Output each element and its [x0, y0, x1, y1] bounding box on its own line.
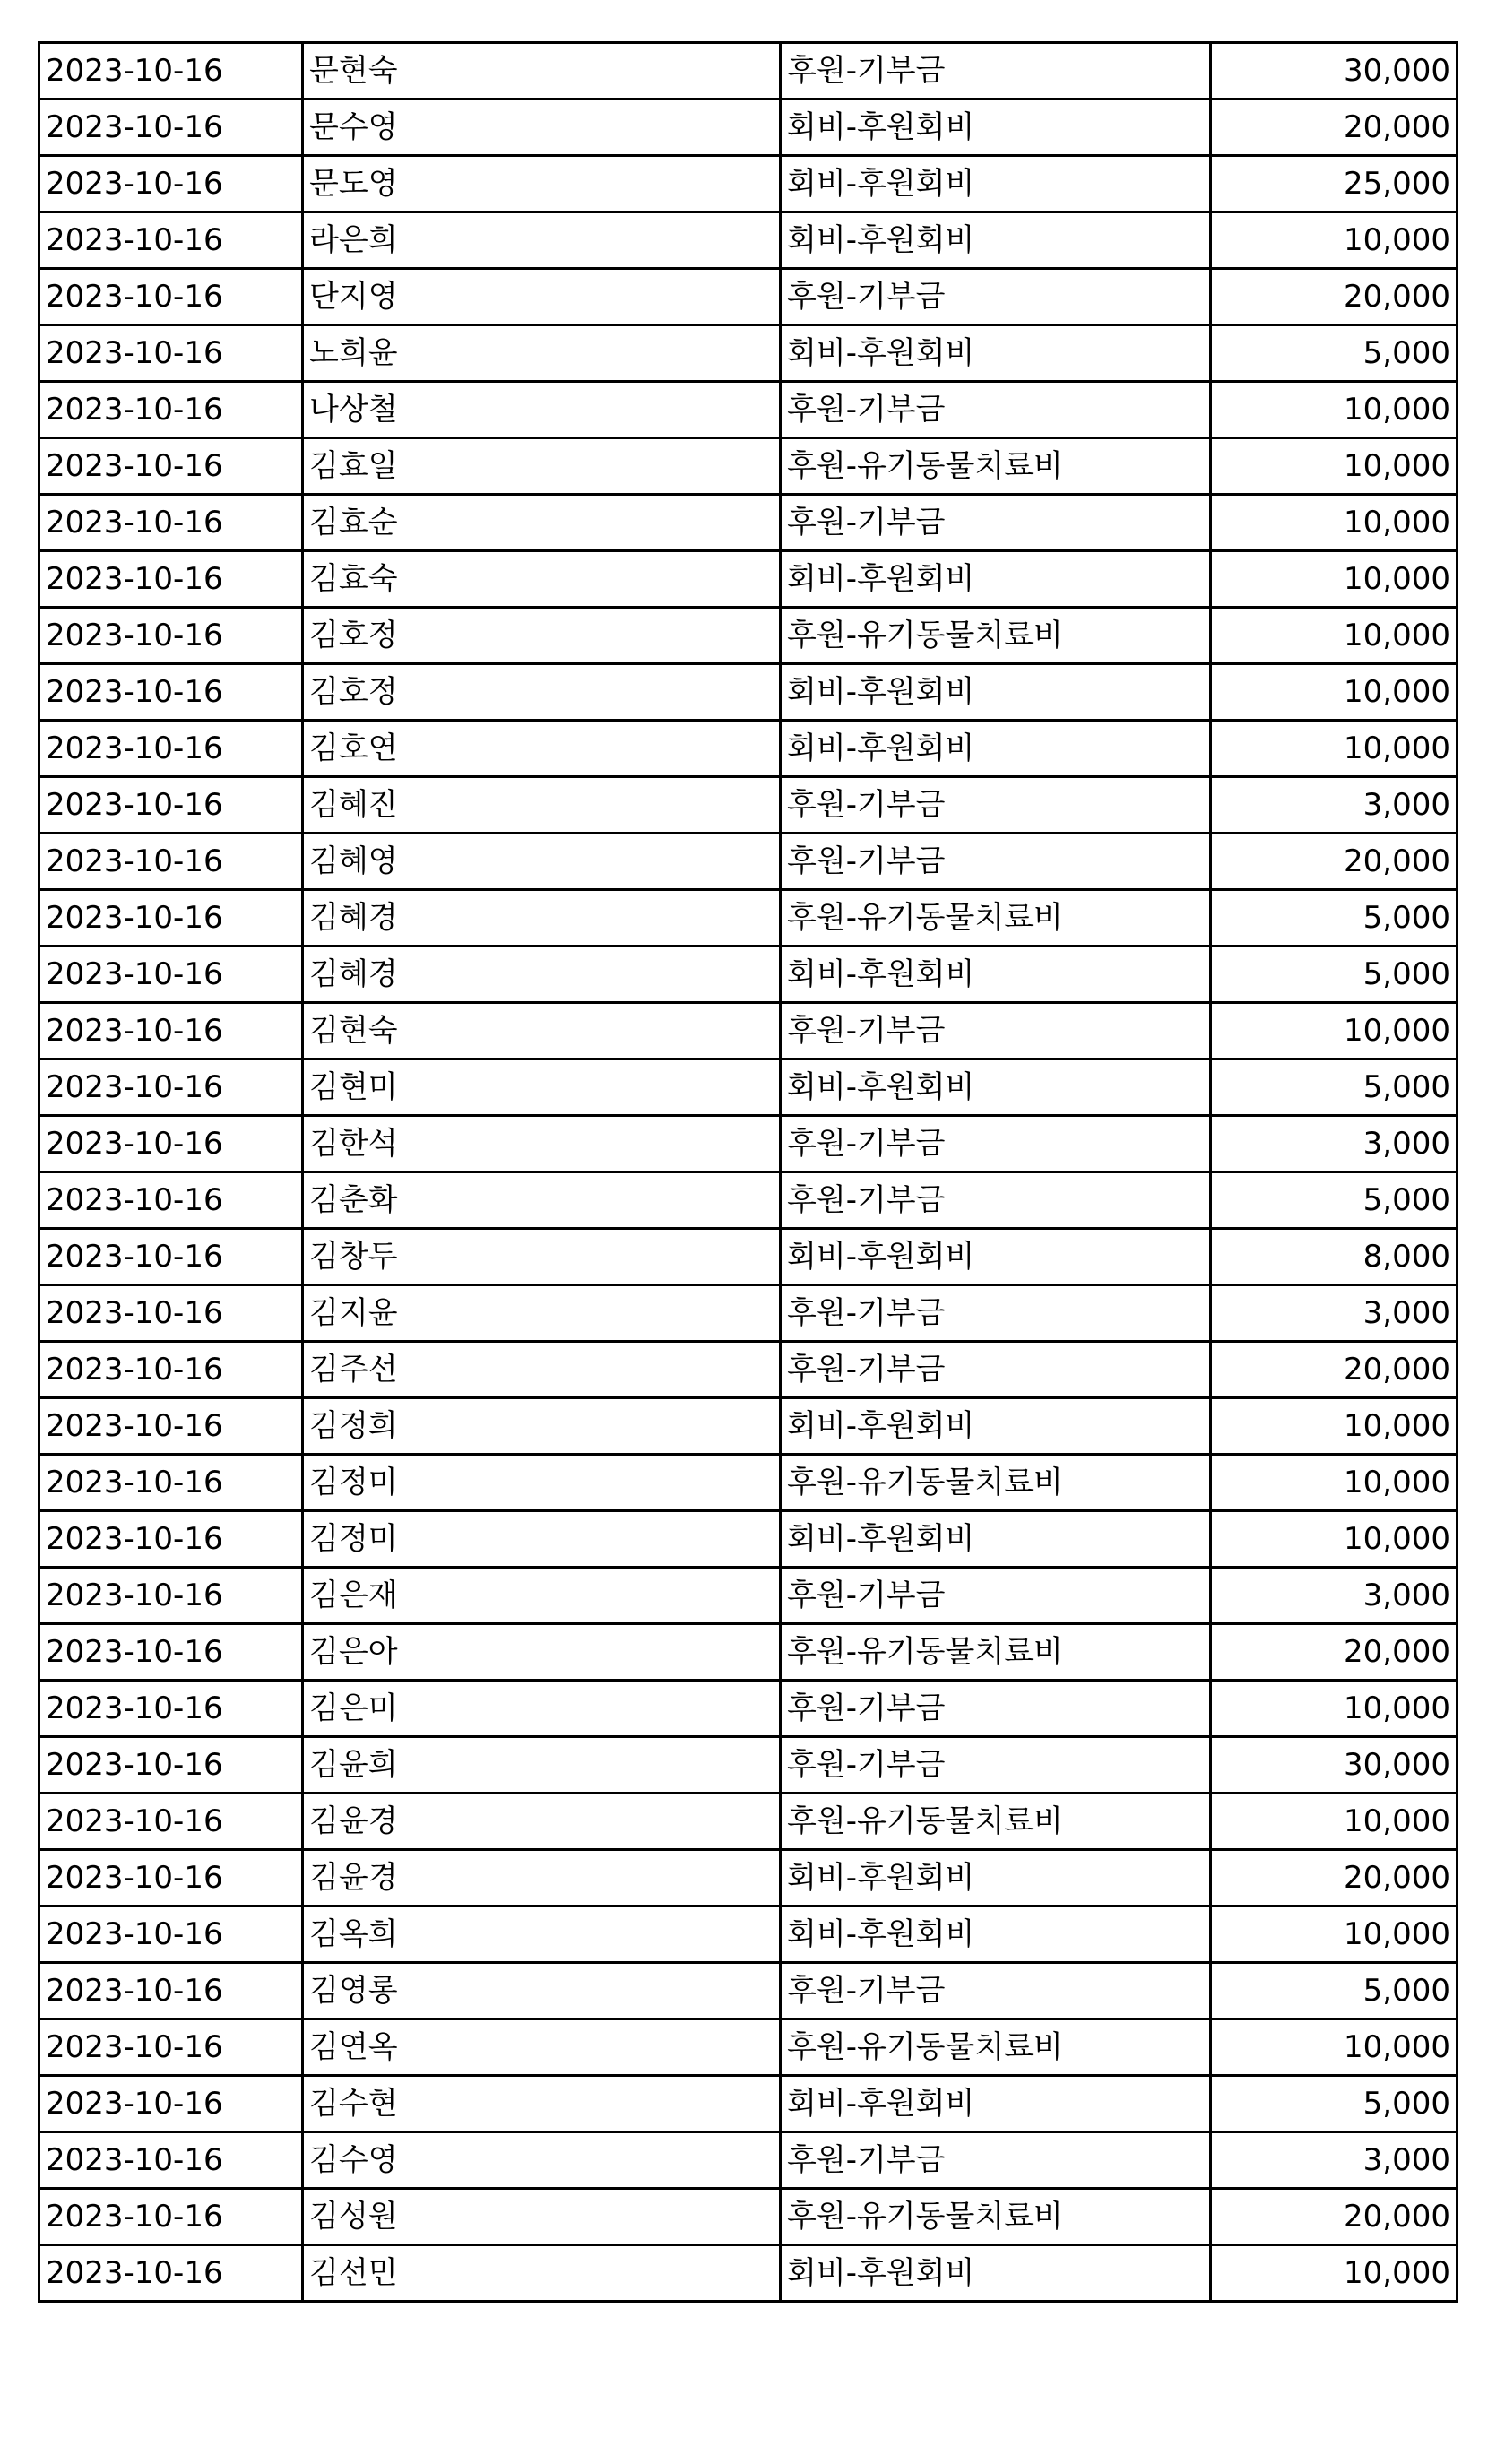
date-cell: 2023-10-16 — [39, 1229, 303, 1285]
name-cell: 김선민 — [303, 2245, 781, 2302]
date-cell: 2023-10-16 — [39, 1398, 303, 1455]
date-cell: 2023-10-16 — [39, 1116, 303, 1172]
date-cell: 2023-10-16 — [39, 1906, 303, 1963]
category-cell: 후원-기부금 — [781, 1737, 1211, 1794]
amount-cell: 10,000 — [1211, 1455, 1457, 1511]
date-cell: 2023-10-16 — [39, 1003, 303, 1059]
amount-cell: 10,000 — [1211, 2245, 1457, 2302]
date-cell: 2023-10-16 — [39, 156, 303, 212]
table-row — [39, 1794, 1457, 1850]
category-cell: 회비-후원회비 — [781, 1850, 1211, 1906]
name-cell: 김호연 — [303, 721, 781, 777]
table-row — [39, 777, 1457, 834]
date-cell: 2023-10-16 — [39, 2019, 303, 2076]
category-cell: 후원-유기동물치료비 — [781, 890, 1211, 947]
table-row — [39, 1681, 1457, 1737]
table-row — [39, 2076, 1457, 2132]
amount-cell: 10,000 — [1211, 212, 1457, 269]
name-cell: 문현숙 — [303, 43, 781, 99]
name-cell: 문도영 — [303, 156, 781, 212]
name-cell: 김호정 — [303, 608, 781, 664]
name-cell: 단지영 — [303, 269, 781, 325]
name-cell: 김윤희 — [303, 1737, 781, 1794]
date-cell: 2023-10-16 — [39, 551, 303, 608]
amount-cell: 20,000 — [1211, 834, 1457, 890]
amount-cell: 10,000 — [1211, 1681, 1457, 1737]
table-row — [39, 1342, 1457, 1398]
table-row — [39, 1963, 1457, 2019]
category-cell: 후원-유기동물치료비 — [781, 608, 1211, 664]
name-cell: 김효순 — [303, 495, 781, 551]
table-row — [39, 2245, 1457, 2302]
name-cell: 김정미 — [303, 1511, 781, 1568]
category-cell: 후원-기부금 — [781, 382, 1211, 438]
amount-cell: 5,000 — [1211, 1963, 1457, 2019]
name-cell: 김수현 — [303, 2076, 781, 2132]
donation-ledger-table — [38, 41, 1458, 2303]
category-cell: 후원-기부금 — [781, 1568, 1211, 1624]
table-row — [39, 2132, 1457, 2189]
name-cell: 김정미 — [303, 1455, 781, 1511]
table-row — [39, 269, 1457, 325]
amount-cell: 3,000 — [1211, 1116, 1457, 1172]
amount-cell: 20,000 — [1211, 99, 1457, 156]
category-cell: 후원-유기동물치료비 — [781, 2019, 1211, 2076]
date-cell: 2023-10-16 — [39, 834, 303, 890]
date-cell: 2023-10-16 — [39, 777, 303, 834]
table-row — [39, 1116, 1457, 1172]
category-cell: 회비-후원회비 — [781, 1511, 1211, 1568]
table-row — [39, 1906, 1457, 1963]
date-cell: 2023-10-16 — [39, 495, 303, 551]
date-cell: 2023-10-16 — [39, 99, 303, 156]
amount-cell: 20,000 — [1211, 1850, 1457, 1906]
category-cell: 후원-유기동물치료비 — [781, 1794, 1211, 1850]
table-row — [39, 1229, 1457, 1285]
name-cell: 나상철 — [303, 382, 781, 438]
table-row — [39, 212, 1457, 269]
category-cell: 후원-유기동물치료비 — [781, 1624, 1211, 1681]
name-cell: 김은재 — [303, 1568, 781, 1624]
amount-cell: 30,000 — [1211, 1737, 1457, 1794]
amount-cell: 10,000 — [1211, 1398, 1457, 1455]
table-row — [39, 1850, 1457, 1906]
table-row — [39, 1455, 1457, 1511]
date-cell: 2023-10-16 — [39, 1737, 303, 1794]
amount-cell: 3,000 — [1211, 777, 1457, 834]
amount-cell: 25,000 — [1211, 156, 1457, 212]
date-cell: 2023-10-16 — [39, 1624, 303, 1681]
table-row — [39, 382, 1457, 438]
date-cell: 2023-10-16 — [39, 212, 303, 269]
category-cell: 회비-후원회비 — [781, 2076, 1211, 2132]
amount-cell: 10,000 — [1211, 2019, 1457, 2076]
table-row — [39, 2189, 1457, 2245]
name-cell: 김은미 — [303, 1681, 781, 1737]
date-cell: 2023-10-16 — [39, 43, 303, 99]
category-cell: 회비-후원회비 — [781, 99, 1211, 156]
category-cell: 회비-후원회비 — [781, 1906, 1211, 1963]
category-cell: 후원-기부금 — [781, 1003, 1211, 1059]
amount-cell: 10,000 — [1211, 1794, 1457, 1850]
table-row — [39, 1003, 1457, 1059]
amount-cell: 10,000 — [1211, 551, 1457, 608]
date-cell: 2023-10-16 — [39, 1285, 303, 1342]
amount-cell: 10,000 — [1211, 1003, 1457, 1059]
date-cell: 2023-10-16 — [39, 947, 303, 1003]
table-row — [39, 890, 1457, 947]
table-row — [39, 1568, 1457, 1624]
date-cell: 2023-10-16 — [39, 1511, 303, 1568]
name-cell: 김정희 — [303, 1398, 781, 1455]
amount-cell: 10,000 — [1211, 495, 1457, 551]
category-cell: 후원-유기동물치료비 — [781, 2189, 1211, 2245]
name-cell: 김호정 — [303, 664, 781, 721]
category-cell: 후원-기부금 — [781, 495, 1211, 551]
amount-cell: 20,000 — [1211, 269, 1457, 325]
date-cell: 2023-10-16 — [39, 1681, 303, 1737]
name-cell: 노희윤 — [303, 325, 781, 382]
table-row — [39, 2019, 1457, 2076]
category-cell: 후원-유기동물치료비 — [781, 438, 1211, 495]
name-cell: 김영롱 — [303, 1963, 781, 2019]
date-cell: 2023-10-16 — [39, 1172, 303, 1229]
table-row — [39, 1285, 1457, 1342]
name-cell: 김효일 — [303, 438, 781, 495]
amount-cell: 20,000 — [1211, 1624, 1457, 1681]
amount-cell: 20,000 — [1211, 2189, 1457, 2245]
amount-cell: 10,000 — [1211, 608, 1457, 664]
category-cell: 후원-기부금 — [781, 1285, 1211, 1342]
amount-cell: 8,000 — [1211, 1229, 1457, 1285]
date-cell: 2023-10-16 — [39, 325, 303, 382]
amount-cell: 5,000 — [1211, 325, 1457, 382]
category-cell: 후원-기부금 — [781, 1342, 1211, 1398]
table-row — [39, 495, 1457, 551]
name-cell: 라은희 — [303, 212, 781, 269]
amount-cell: 5,000 — [1211, 2076, 1457, 2132]
category-cell: 회비-후원회비 — [781, 212, 1211, 269]
category-cell: 회비-후원회비 — [781, 2245, 1211, 2302]
category-cell: 회비-후원회비 — [781, 325, 1211, 382]
table-row — [39, 325, 1457, 382]
category-cell: 회비-후원회비 — [781, 156, 1211, 212]
name-cell: 김현숙 — [303, 1003, 781, 1059]
date-cell: 2023-10-16 — [39, 269, 303, 325]
name-cell: 김현미 — [303, 1059, 781, 1116]
amount-cell: 10,000 — [1211, 1511, 1457, 1568]
table-row — [39, 834, 1457, 890]
amount-cell: 5,000 — [1211, 890, 1457, 947]
category-cell: 후원-기부금 — [781, 1681, 1211, 1737]
name-cell: 김윤경 — [303, 1850, 781, 1906]
amount-cell: 30,000 — [1211, 43, 1457, 99]
table-row — [39, 1737, 1457, 1794]
category-cell: 회비-후원회비 — [781, 1229, 1211, 1285]
category-cell: 회비-후원회비 — [781, 664, 1211, 721]
name-cell: 김연옥 — [303, 2019, 781, 2076]
table-row — [39, 1511, 1457, 1568]
name-cell: 김창두 — [303, 1229, 781, 1285]
amount-cell: 3,000 — [1211, 2132, 1457, 2189]
category-cell: 후원-기부금 — [781, 43, 1211, 99]
category-cell: 회비-후원회비 — [781, 947, 1211, 1003]
name-cell: 김효숙 — [303, 551, 781, 608]
table-row — [39, 608, 1457, 664]
amount-cell: 10,000 — [1211, 721, 1457, 777]
amount-cell: 5,000 — [1211, 947, 1457, 1003]
table-row — [39, 438, 1457, 495]
table-row — [39, 43, 1457, 99]
amount-cell: 10,000 — [1211, 664, 1457, 721]
amount-cell: 20,000 — [1211, 1342, 1457, 1398]
table-row — [39, 1624, 1457, 1681]
date-cell: 2023-10-16 — [39, 1794, 303, 1850]
name-cell: 김혜영 — [303, 834, 781, 890]
category-cell: 회비-후원회비 — [781, 1059, 1211, 1116]
amount-cell: 5,000 — [1211, 1059, 1457, 1116]
name-cell: 김성원 — [303, 2189, 781, 2245]
category-cell: 회비-후원회비 — [781, 551, 1211, 608]
date-cell: 2023-10-16 — [39, 1963, 303, 2019]
date-cell: 2023-10-16 — [39, 890, 303, 947]
date-cell: 2023-10-16 — [39, 2132, 303, 2189]
amount-cell: 10,000 — [1211, 1906, 1457, 1963]
ledger-body — [39, 43, 1457, 2302]
date-cell: 2023-10-16 — [39, 2076, 303, 2132]
date-cell: 2023-10-16 — [39, 721, 303, 777]
table-row — [39, 721, 1457, 777]
category-cell: 후원-기부금 — [781, 777, 1211, 834]
amount-cell: 3,000 — [1211, 1285, 1457, 1342]
date-cell: 2023-10-16 — [39, 2245, 303, 2302]
category-cell: 후원-기부금 — [781, 269, 1211, 325]
name-cell: 김은아 — [303, 1624, 781, 1681]
name-cell: 김한석 — [303, 1116, 781, 1172]
name-cell: 김혜경 — [303, 890, 781, 947]
name-cell: 문수영 — [303, 99, 781, 156]
table-row — [39, 1059, 1457, 1116]
table-row — [39, 1398, 1457, 1455]
table-row — [39, 551, 1457, 608]
date-cell: 2023-10-16 — [39, 664, 303, 721]
table-row — [39, 947, 1457, 1003]
category-cell: 회비-후원회비 — [781, 1398, 1211, 1455]
name-cell: 김수영 — [303, 2132, 781, 2189]
date-cell: 2023-10-16 — [39, 1568, 303, 1624]
date-cell: 2023-10-16 — [39, 438, 303, 495]
date-cell: 2023-10-16 — [39, 382, 303, 438]
ledger-page — [38, 41, 1456, 2303]
category-cell: 후원-기부금 — [781, 1963, 1211, 2019]
amount-cell: 5,000 — [1211, 1172, 1457, 1229]
table-row — [39, 664, 1457, 721]
table-row — [39, 1172, 1457, 1229]
category-cell: 후원-기부금 — [781, 1172, 1211, 1229]
amount-cell: 3,000 — [1211, 1568, 1457, 1624]
date-cell: 2023-10-16 — [39, 2189, 303, 2245]
date-cell: 2023-10-16 — [39, 1455, 303, 1511]
date-cell: 2023-10-16 — [39, 608, 303, 664]
category-cell: 후원-유기동물치료비 — [781, 1455, 1211, 1511]
name-cell: 김윤경 — [303, 1794, 781, 1850]
name-cell: 김옥희 — [303, 1906, 781, 1963]
amount-cell: 10,000 — [1211, 438, 1457, 495]
name-cell: 김주선 — [303, 1342, 781, 1398]
name-cell: 김혜진 — [303, 777, 781, 834]
date-cell: 2023-10-16 — [39, 1059, 303, 1116]
category-cell: 후원-기부금 — [781, 1116, 1211, 1172]
category-cell: 후원-기부금 — [781, 2132, 1211, 2189]
category-cell: 후원-기부금 — [781, 834, 1211, 890]
amount-cell: 10,000 — [1211, 382, 1457, 438]
table-row — [39, 99, 1457, 156]
date-cell: 2023-10-16 — [39, 1850, 303, 1906]
date-cell: 2023-10-16 — [39, 1342, 303, 1398]
name-cell: 김춘화 — [303, 1172, 781, 1229]
category-cell: 회비-후원회비 — [781, 721, 1211, 777]
name-cell: 김지윤 — [303, 1285, 781, 1342]
name-cell: 김혜경 — [303, 947, 781, 1003]
table-row — [39, 156, 1457, 212]
